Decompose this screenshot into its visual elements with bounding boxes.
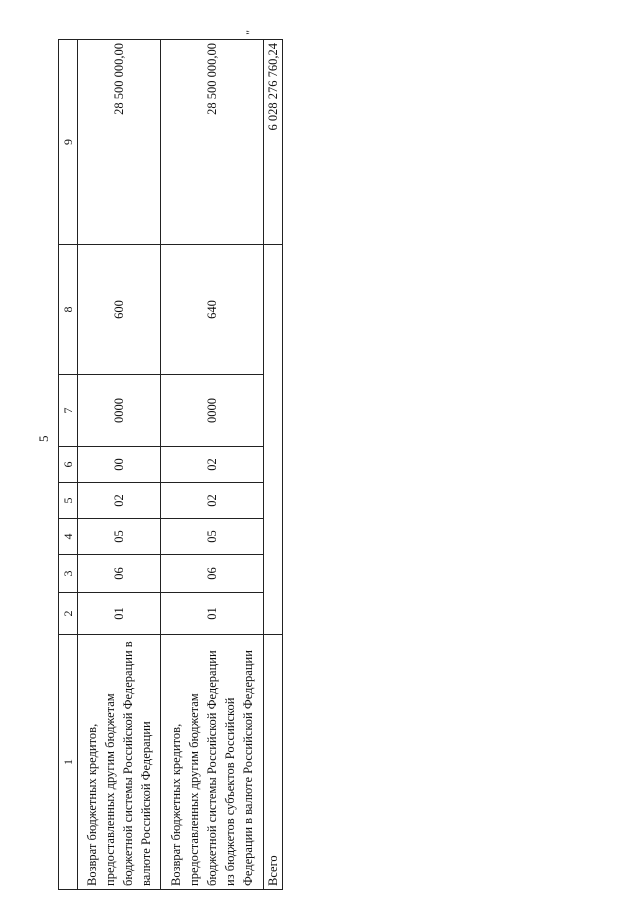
header-cell: 2: [59, 593, 78, 635]
code-cell: 640: [161, 245, 264, 375]
code-cell: 00: [78, 447, 161, 483]
budget-table: [58, 39, 283, 890]
code-cell: 0000: [78, 375, 161, 447]
empty-cell: [264, 375, 283, 447]
header-cell: 9: [59, 40, 78, 245]
header-cell: 3: [59, 555, 78, 593]
header-cell: 8: [59, 245, 78, 375]
amount-cell: 28 500 000,00: [161, 40, 264, 245]
code-cell: 06: [161, 555, 264, 593]
code-cell: 02: [78, 483, 161, 519]
row-description: Возврат бюджетных кредитов, предоставленных другим бюджетам бюджетной системы Российской Федерации в валюте Российской Федерации: [78, 635, 161, 890]
total-amount: 6 028 276 760,24: [264, 40, 283, 245]
closing-quote: ": [243, 30, 257, 35]
header-cell: 4: [59, 519, 78, 555]
table-row: [161, 40, 264, 890]
table-row: [78, 40, 161, 890]
code-cell: 02: [161, 447, 264, 483]
code-cell: 05: [161, 519, 264, 555]
table-header-row: [59, 40, 78, 890]
header-cell: 1: [59, 635, 78, 890]
empty-cell: [264, 483, 283, 519]
row-description: Возврат бюджетных кредитов, предоставленных другим бюджетам бюджетной системы Российской Федерации из бюджетов субъектов Российской Федерации в валюте Российской Федерации: [161, 635, 264, 890]
total-label: Всего: [264, 635, 283, 890]
empty-cell: [264, 555, 283, 593]
total-row: [264, 40, 283, 890]
header-cell: 7: [59, 375, 78, 447]
header-cell: 5: [59, 483, 78, 519]
empty-cell: [264, 447, 283, 483]
code-cell: 02: [161, 483, 264, 519]
code-cell: 0000: [161, 375, 264, 447]
empty-cell: [264, 519, 283, 555]
code-cell: 05: [78, 519, 161, 555]
empty-cell: [264, 593, 283, 635]
code-cell: 06: [78, 555, 161, 593]
code-cell: 01: [161, 593, 264, 635]
amount-cell: 28 500 000,00: [78, 40, 161, 245]
code-cell: 600: [78, 245, 161, 375]
header-cell: 6: [59, 447, 78, 483]
code-cell: 01: [78, 593, 161, 635]
page-number: 5: [36, 435, 51, 442]
empty-cell: [264, 245, 283, 375]
rotated-page: [36, 30, 280, 890]
